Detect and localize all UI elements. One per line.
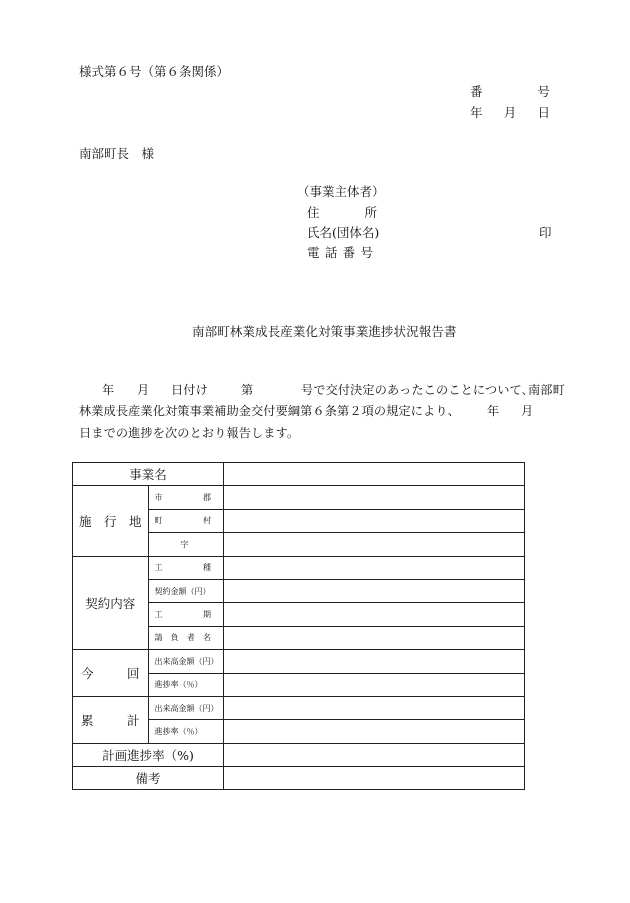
contract-amount-label: 契約金額（円） (148, 579, 224, 602)
planned-rate-label: 計画進捗率（%) (73, 743, 224, 766)
addressee: 南部町長 様 (79, 146, 155, 161)
applicant-name-label: 氏名(団体名) (307, 225, 380, 240)
contractor-field[interactable] (224, 626, 525, 649)
site-town-field[interactable] (224, 509, 525, 532)
site-aza-label: 字 (148, 533, 224, 556)
contract-label: 契約内容 (73, 556, 149, 650)
table-row (73, 556, 525, 579)
site-label: 施 行 地 (73, 486, 149, 556)
current-amount-field[interactable] (224, 650, 525, 673)
current-rate-label: 進捗率（％） (148, 673, 224, 696)
project-name-label: 事業名 (73, 463, 224, 486)
table-row (73, 743, 525, 766)
site-aza-field[interactable] (224, 533, 525, 556)
remarks-field[interactable] (224, 767, 525, 790)
table-row (73, 650, 525, 673)
planned-rate-field[interactable] (224, 743, 525, 766)
cumulative-label: 累 計 (73, 696, 149, 743)
table-row (73, 486, 525, 509)
site-town-label: 町 村 (148, 509, 224, 532)
site-city-field[interactable] (224, 486, 525, 509)
seal-mark: 印 (539, 225, 552, 240)
cumulative-rate-field[interactable] (224, 720, 525, 743)
site-city-label: 市 郡 (148, 486, 224, 509)
current-amount-label: 出来高金額（円） (148, 650, 224, 673)
table-row (73, 767, 525, 790)
table-row (73, 696, 525, 719)
contract-amount-field[interactable] (224, 579, 525, 602)
current-label: 今 回 (73, 650, 149, 697)
table-row (73, 463, 525, 486)
applicant-heading: （事業主体者） (297, 184, 385, 199)
document-title: 南部町林業成長産業化対策事業進捗状況報告書 (192, 324, 457, 339)
progress-table (72, 462, 525, 790)
cumulative-amount-label: 出来高金額（円） (148, 696, 224, 719)
contractor-label: 請 負 者 名 (148, 626, 224, 649)
applicant-address-label: 住 所 (307, 205, 377, 220)
document-date: 年 月 日 (470, 105, 550, 120)
project-name-field[interactable] (224, 463, 525, 486)
body-line-3: 日までの進捗を次のとおり報告します。 (79, 426, 300, 440)
applicant-phone-label: 電 話 番 号 (307, 245, 373, 260)
current-rate-field[interactable] (224, 673, 525, 696)
remarks-label: 備考 (73, 767, 224, 790)
cumulative-rate-label: 進捗率（％） (148, 720, 224, 743)
document-number: 番 号 (470, 84, 550, 99)
work-period-field[interactable] (224, 603, 525, 626)
form-number: 様式第６号（第６条関係） (79, 64, 230, 79)
cumulative-amount-field[interactable] (224, 696, 525, 719)
work-period-label: 工 期 (148, 603, 224, 626)
work-type-field[interactable] (224, 556, 525, 579)
work-type-label: 工 種 (148, 556, 224, 579)
